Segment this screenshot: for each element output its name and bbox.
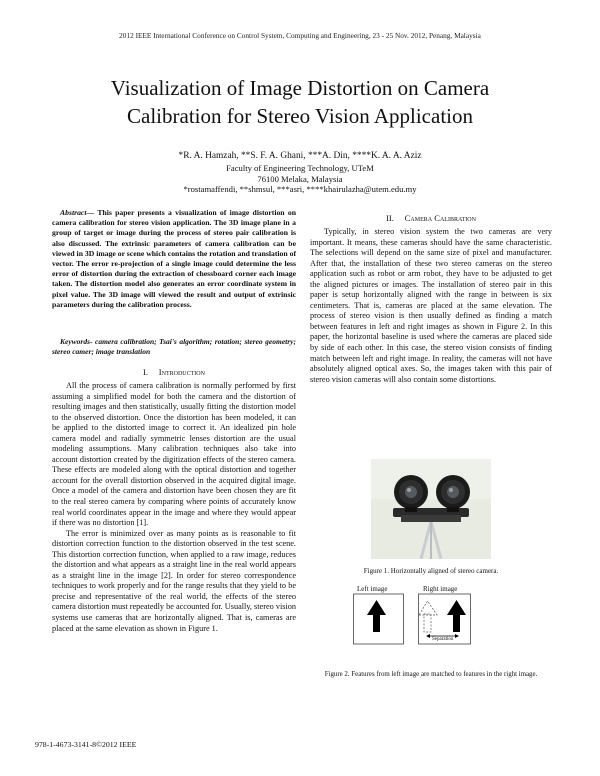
title-line-1: Visualization of Image Distortion on Camera <box>110 76 490 100</box>
left-arrow-head <box>367 600 386 615</box>
separation-arrow-left <box>426 634 430 638</box>
abstract-text: — This paper presents a visualization of image distortion on camera calibration for stereo vision application. The 3D image plane in a group of target or image during the process of stereo pair calibration is also discussed. The extrinsic parameters of camera calibration can be viewed in 3D image or scene which contains the rotation and translation of vector. The error re-projection of a single image could determine the less error of distortion during the extraction of chessboard corner each image taken. The distortion model also generates an error coordinate system in pixel value. The 3D image will viewed the result and output of extrinsic parameters during the calibration process. <box>52 208 297 309</box>
copyright-footer: 978-1-4673-3141-8©2012 IEEE <box>35 740 137 749</box>
affiliation <box>60 163 540 195</box>
section-2-paragraph: Typically, in stereo vision system the two cameras are very important. It means, these cameras should have the same characteristic. The selections will depend on the same size of pixel and manufacturer. After that, the installation of these two stereo cameras on the stereo application such as robot or arm robot, they have to be adjusted to get the aligned pictures or images. The installation of stereo pair in this paper is setup horizontally aligned with the range in between is six centimeters. That is, cameras are placed at the same elevation. The process of stereo vision is then usually defined as finding a match between features in left and right images as shown in Figure 2. In this paper, the horizontal baseline is used where the cameras are placed side by side of each other. In this case, the stereo vision consists of finding match between left and right image. In reality, the cameras will not have absolutely aligned optical axes. So, the images taken with this pair of stereo vision cameras will also contain some distortions. <box>310 227 552 384</box>
keywords: Keywords- camera calibration; Tsai's algorithm; rotation; stereo geometry; stereo camer; image translation <box>52 337 296 357</box>
figure-2-caption: Figure 2. Features from left image are matched to features in the right image. <box>324 671 538 678</box>
section-1-heading <box>52 367 296 377</box>
section-2-number: II. <box>386 213 394 223</box>
section-2-body <box>310 227 552 385</box>
abstract-label: Abstract <box>60 208 87 217</box>
stereo-camera-image <box>371 459 491 559</box>
figure-2-diagram <box>353 586 491 646</box>
ghost-arrow-shaft <box>424 614 431 632</box>
right-image-label: Right image <box>423 585 458 593</box>
figure-1-caption: Figure 1. Horizontally aligned of stereo camera. <box>363 567 499 575</box>
affiliation-emails: *rostamaffendi, **shmsul, ***asri, ****khairulazha@utem.edu.my <box>183 184 417 195</box>
paper-title <box>40 74 560 130</box>
left-arrow-shaft <box>373 614 380 632</box>
abstract <box>52 208 296 310</box>
authors: *R. A. Hamzah, **S. F. A. Ghani, ***A. Din, ****K. A. A. Aziz <box>178 151 422 161</box>
feature-match-diagram <box>353 586 491 646</box>
section-1-paragraph: All the process of camera calibration is normally performed by first assuming a simplified model for both the camera and the distortion of resulting images and then statistically, usually fitting the distortion model to the observed distortion. Once the distortion has been modeled, it can be applied to the distorted image to correct it. An idealized pin hole camera model and radially symmetric lenses distortion are the usual modeling assumptions. Many calibration techniques also take into account distortion created by the digitization effects of the stereo camera. These effects are modeled along with the optical distortion and together account for the overall distortion observed in the acquired digital image. Once a model of the camera and distortion have been chosen they are fit to the real stereo camera by comparing where points of accurately know real world coordinates appear in the image and where they would appear if there was no distortion [1]. <box>52 381 296 528</box>
figure-1-stereo-camera-photo <box>371 459 491 559</box>
affiliation-faculty: Faculty of Engineering Technology, UTeM <box>226 163 374 173</box>
left-image-label: Left image <box>357 585 388 593</box>
separation-label: Separation <box>432 637 454 642</box>
section-2-heading <box>310 213 552 223</box>
affiliation-address: 76100 Melaka, Malaysia <box>257 173 343 184</box>
section-2-title: Camera Calibration <box>404 213 476 223</box>
section-1-paragraph: The error is minimized over as many points as is reasonable to fit distortion correction function to the distortion observed in the test scene. This distortion correction function, when applied to a raw image, reduces the distortion and what appears as a straight line in the real world appears as a straight line in the image [2]. In order for stereo correspondence techniques to work properly and for the range results that they yield to be precise and representative of the real world, the effects of the stereo camera distortion must repeatedly be accounted for. Usually, stereo vision systems use cameras that are horizontally aligned. That is, cameras are placed at the same elevation as shown in Figure 1. <box>52 528 296 633</box>
conference-header: 2012 IEEE International Conference on Control System, Computing and Engineering, 23 - 25 Nov. 2012, Penang, Malaysia <box>119 31 481 40</box>
section-1-number: I. <box>143 367 149 377</box>
ghost-arrow-head <box>419 601 437 615</box>
separation-arrow-right <box>455 634 459 638</box>
section-1-body <box>52 381 296 634</box>
right-arrow-shaft <box>453 614 460 632</box>
title-line-2: Calibration for Stereo Vision Application <box>127 104 473 128</box>
section-1-title: Introduction <box>158 367 205 377</box>
right-arrow-head <box>447 600 466 615</box>
